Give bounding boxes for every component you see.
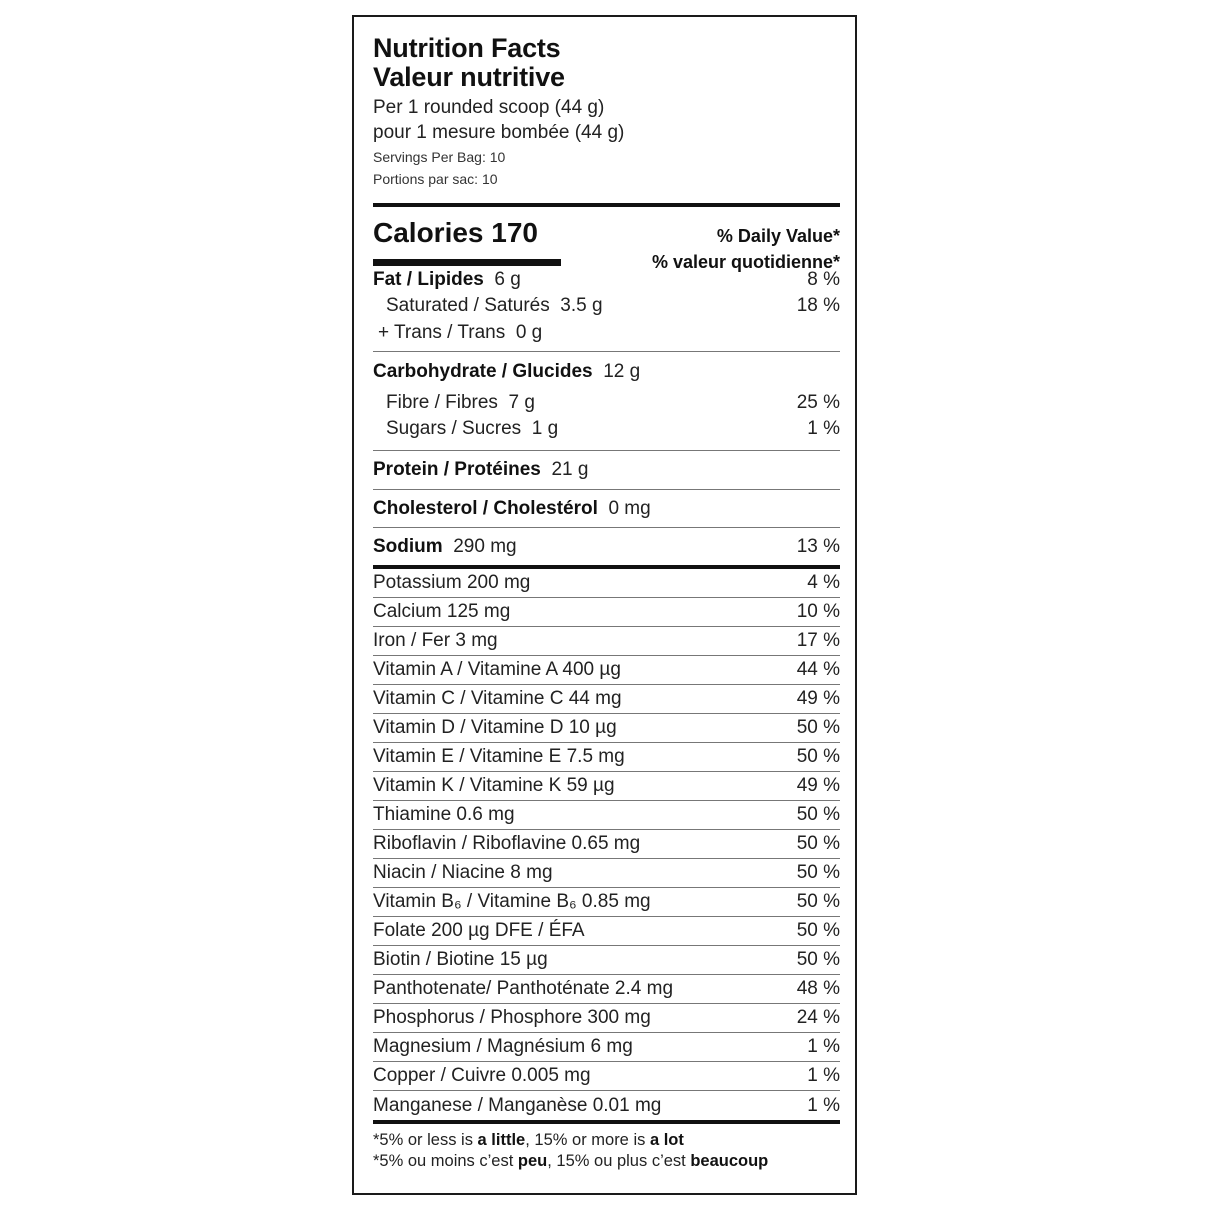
nutrient-pct: 50 % (796, 862, 840, 883)
nutrient-pct: 8 % (807, 269, 840, 290)
nutrient-amount: 3.5 g (560, 295, 603, 316)
divider-thick (373, 1120, 840, 1124)
nutrient-label: Fibre / Fibres (386, 392, 498, 413)
nutrient-amount: 290 mg (453, 535, 517, 557)
nutrient-label: Vitamin B₆ / Vitamine B₆ 0.85 mg (373, 891, 651, 912)
sugars-row (373, 416, 840, 442)
nutrient-amount: 1 g (531, 418, 559, 439)
nutrient-pct: 17 % (796, 630, 840, 651)
nutrient-pct: 50 % (796, 833, 840, 854)
micronutrient-row (373, 801, 840, 830)
nutrient-pct: 50 % (796, 717, 840, 738)
nutrient-amount: 7 g (508, 392, 535, 413)
fat-row (373, 267, 840, 293)
footnote (373, 1130, 840, 1172)
nutrient-label: Manganese / Manganèse 0.01 mg (373, 1094, 662, 1116)
nutrient-label: Copper / Cuivre 0.005 mg (373, 1065, 591, 1086)
protein-row (373, 451, 840, 489)
nutrient-amount: 0 mg (608, 497, 651, 519)
nutrient-pct: 1 % (807, 1036, 840, 1057)
nutrient-label: Vitamin K / Vitamine K 59 µg (373, 775, 615, 796)
cholesterol-row (373, 490, 840, 527)
nutrient-label: Calcium 125 mg (373, 601, 511, 622)
dv-en: % Daily Value* (716, 226, 840, 246)
nutrient-pct: 48 % (796, 978, 840, 999)
nutrient-label: Carbohydrate / Glucides (373, 361, 593, 382)
nutrient-pct: 4 % (807, 572, 840, 593)
micronutrient-row (373, 830, 840, 859)
nutrient-pct: 1 % (807, 418, 840, 439)
nutrient-amount: 6 g (494, 269, 521, 290)
micronutrient-list (373, 569, 840, 1120)
nutrient-label: Fat / Lipides (373, 269, 484, 290)
nutrient-pct: 50 % (796, 891, 840, 912)
nutrient-pct: 50 % (796, 804, 840, 825)
nutrient-label: Protein / Protéines (373, 459, 541, 480)
nutrient-label: Vitamin D / Vitamine D 10 µg (373, 717, 617, 738)
fibre-row (373, 390, 840, 416)
nutrient-label: Biotin / Biotine 15 µg (373, 949, 548, 970)
nutrient-amount: 0 g (515, 322, 543, 343)
micronutrient-row (373, 946, 840, 975)
nutrient-pct: 49 % (796, 688, 840, 709)
nutrient-label: Potassium 200 mg (373, 572, 531, 593)
nutrient-pct: 1 % (807, 1094, 840, 1116)
dv-fr: % valeur quotidienne* (651, 252, 840, 272)
saturated-row (373, 293, 840, 319)
nutrient-pct: 50 % (796, 949, 840, 970)
servings-per-bag-en: Servings Per Bag: 10 (373, 149, 506, 165)
title-fr: Valeur nutritive (373, 62, 565, 92)
micronutrient-row (373, 743, 840, 772)
nutrient-pct: 44 % (796, 659, 840, 680)
micronutrient-row (373, 1091, 840, 1120)
nutrient-label: Magnesium / Magnésium 6 mg (373, 1036, 633, 1057)
micronutrient-row (373, 1033, 840, 1062)
nutrient-label: Riboflavin / Riboflavine 0.65 mg (373, 833, 641, 854)
micronutrient-row (373, 656, 840, 685)
footnote-fr: *5% ou moins c’est peu, 15% ou plus c’est beaucoup (373, 1152, 769, 1170)
micronutrient-row (373, 859, 840, 888)
micronutrient-row (373, 598, 840, 627)
nutrition-facts-label (352, 15, 857, 1195)
nutrient-pct: 50 % (796, 746, 840, 767)
nutrient-label: Panthotenate/ Panthoténate 2.4 mg (373, 978, 674, 999)
serving-size-fr: pour 1 mesure bombée (44 g) (373, 122, 625, 143)
nutrient-label: Folate 200 µg DFE / ÉFA (373, 920, 585, 941)
footnote-en: *5% or less is a little, 15% or more is a lot (373, 1131, 684, 1149)
nutrient-pct: 1 % (807, 1065, 840, 1086)
nutrient-pct: 13 % (796, 535, 840, 557)
micronutrient-row (373, 917, 840, 946)
nutrient-label: + Trans / Trans (378, 322, 506, 343)
nutrient-pct: 50 % (796, 920, 840, 941)
nutrient-pct: 10 % (796, 601, 840, 622)
nutrient-label: Sugars / Sucres (386, 418, 522, 439)
trans-row (373, 319, 840, 347)
micronutrient-row (373, 569, 840, 598)
micronutrient-row (373, 888, 840, 917)
nutrient-label: Iron / Fer 3 mg (373, 630, 498, 651)
calories-row (373, 207, 840, 272)
calories: Calories 170 (373, 217, 538, 248)
micronutrient-row (373, 1062, 840, 1091)
calories-bar (373, 259, 561, 266)
title-en: Nutrition Facts (373, 33, 561, 63)
nutrient-label: Vitamin C / Vitamine C 44 mg (373, 688, 622, 709)
micronutrient-row (373, 685, 840, 714)
nutrient-pct: 25 % (796, 392, 840, 413)
sodium-row (373, 528, 840, 565)
nutrient-amount: 12 g (603, 361, 641, 382)
nutrient-label: Vitamin E / Vitamine E 7.5 mg (373, 746, 625, 767)
micronutrient-row (373, 975, 840, 1004)
serving-size-en: Per 1 rounded scoop (44 g) (373, 97, 605, 118)
micronutrient-row (373, 627, 840, 656)
nutrient-label: Vitamin A / Vitamine A 400 µg (373, 659, 621, 680)
micronutrient-row (373, 714, 840, 743)
nutrient-label: Cholesterol / Cholestérol (373, 497, 598, 519)
nutrient-pct: 24 % (796, 1007, 840, 1028)
nutrient-label: Sodium (373, 535, 443, 557)
carbohydrate-row (373, 352, 840, 390)
nutrient-pct: 49 % (796, 775, 840, 796)
nutrient-pct: 18 % (796, 295, 840, 316)
nutrient-amount: 21 g (551, 459, 589, 480)
nutrient-label: Thiamine 0.6 mg (373, 804, 515, 825)
nutrient-label: Niacin / Niacine 8 mg (373, 862, 553, 883)
micronutrient-row (373, 1004, 840, 1033)
servings-per-bag-fr: Portions par sac: 10 (373, 171, 498, 187)
nutrient-label: Phosphorus / Phosphore 300 mg (373, 1007, 651, 1028)
micronutrient-row (373, 772, 840, 801)
nutrient-label: Saturated / Saturés (386, 295, 550, 316)
